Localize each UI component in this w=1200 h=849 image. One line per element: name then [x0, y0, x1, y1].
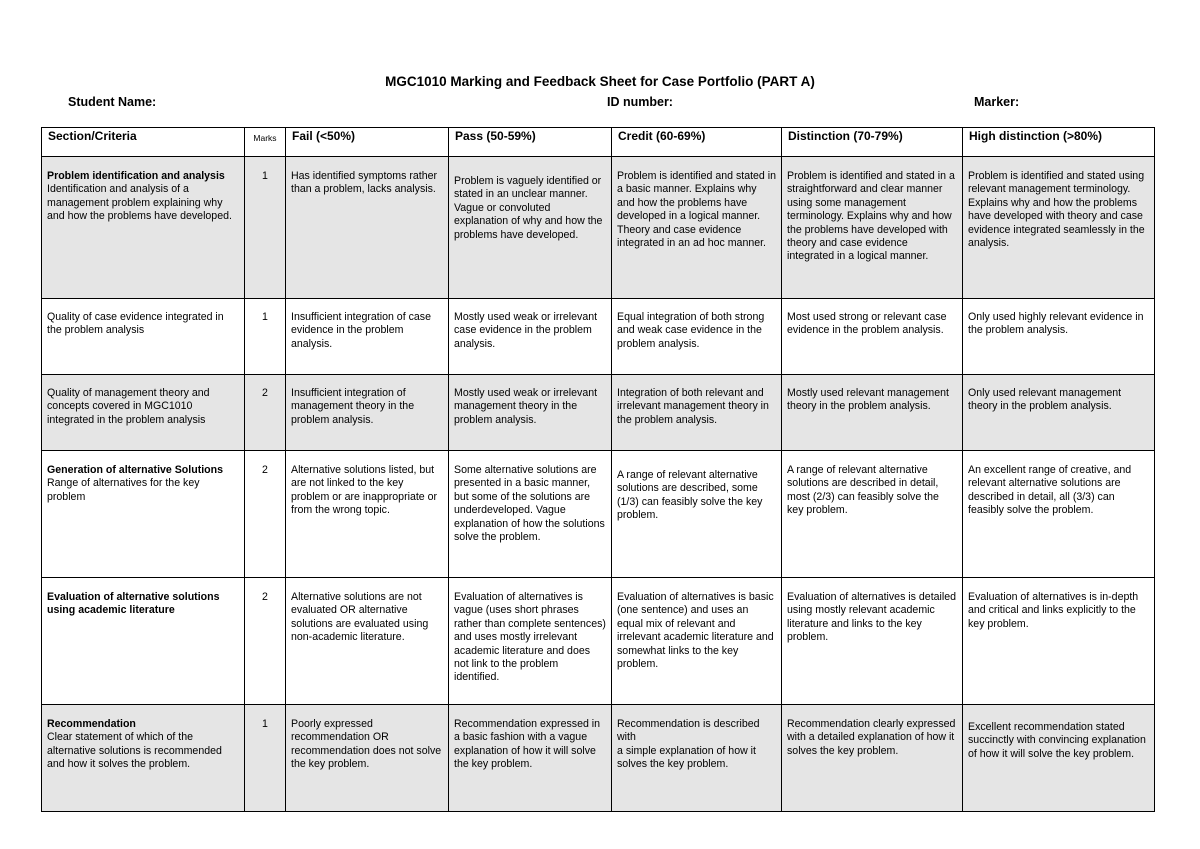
pass-cell: Problem is vaguely identified or stated in an unclear manner. Vague or convoluted explanation of why and how the problems have developed.: [449, 157, 612, 299]
table-row: [42, 299, 1155, 375]
pass-cell: Evaluation of alternatives is vague (uses short phrases rather than complete sentences) and uses mostly irrelevant academic literature and does not link to the problem identified.: [449, 578, 612, 705]
criteria-cell: [42, 451, 245, 578]
high-distinction-cell: Problem is identified and stated using relevant management terminology. Explains why and how the problems have developed with theory and case evidence integrated seamlessly in the analysis.: [963, 157, 1155, 299]
document-title: MGC1010 Marking and Feedback Sheet for Case Portfolio (PART A): [385, 74, 815, 89]
credit-cell: Recommendation is described with a simple explanation of how it solves the key problem.: [612, 705, 782, 812]
header-row: [42, 128, 1155, 157]
fail-cell: Insufficient integration of case evidence in the problem analysis.: [286, 299, 449, 375]
fail-cell: Poorly expressed recommendation OR recommendation does not solve the key problem.: [286, 705, 449, 812]
table-row: [42, 451, 1155, 578]
criteria-title: Evaluation of alternative solutions using academic literature: [47, 591, 220, 617]
criteria-cell: [42, 578, 245, 705]
header-fail: Fail (<50%): [286, 128, 449, 157]
distinction-cell: Most used strong or relevant case evidence in the problem analysis.: [782, 299, 963, 375]
criteria-title: Recommendation: [47, 718, 136, 730]
high-distinction-cell: Only used relevant management theory in the problem analysis.: [963, 375, 1155, 451]
pass-cell: Mostly used weak or irrelevant management theory in the problem analysis.: [449, 375, 612, 451]
distinction-cell: A range of relevant alternative solutions are described in detail, most (2/3) can feasibly solve the key problem.: [782, 451, 963, 578]
credit-cell: Evaluation of alternatives is basic (one sentence) and uses an equal mix of relevant and irrelevant academic literature and somewhat links to the key problem.: [612, 578, 782, 705]
criteria-cell: [42, 299, 245, 375]
credit-cell: A range of relevant alternative solutions are described, some (1/3) can feasibly solve the key problem.: [612, 451, 782, 578]
credit-cell: Equal integration of both strong and weak case evidence in the problem analysis.: [612, 299, 782, 375]
header-criteria: Section/Criteria: [42, 128, 245, 157]
high-distinction-cell: Excellent recommendation stated succinctly with convincing explanation of how it will solve the key problem.: [963, 705, 1155, 812]
distinction-cell: Evaluation of alternatives is detailed using mostly relevant academic literature and links to the key problem.: [782, 578, 963, 705]
marks-cell: 1: [245, 299, 286, 375]
header-pass: Pass (50-59%): [449, 128, 612, 157]
pass-cell: Recommendation expressed in a basic fashion with a vague explanation of how it will solve the key problem.: [449, 705, 612, 812]
header-marks: Marks: [245, 128, 286, 157]
criteria-description: Range of alternatives for the key problem: [47, 477, 200, 503]
marker-label: Marker:: [974, 95, 1020, 109]
table-row: [42, 578, 1155, 705]
table-row: [42, 705, 1155, 812]
distinction-cell: Problem is identified and stated in a straightforward and clear manner using some management terminology. Explains why and how the problems have developed with theory and case evidence integrated in a logical manner.: [782, 157, 963, 299]
high-distinction-cell: An excellent range of creative, and relevant alternative solutions are described in detail, all (3/3) can feasibly solve the problem.: [963, 451, 1155, 578]
marks-cell: 1: [245, 705, 286, 812]
marks-cell: 1: [245, 157, 286, 299]
high-distinction-cell: Evaluation of alternatives is in-depth and critical and links explicitly to the key problem.: [963, 578, 1155, 705]
criteria-description: Clear statement of which of the alternative solutions is recommended and how it solves the problem.: [47, 731, 222, 771]
table-row: [42, 375, 1155, 451]
criteria-description: Quality of management theory and concepts covered in MGC1010 integrated in the problem analysis: [47, 387, 210, 426]
fail-cell: Alternative solutions are not evaluated OR alternative solutions are evaluated using non-academic literature.: [286, 578, 449, 705]
credit-cell: Integration of both relevant and irrelevant management theory in the problem analysis.: [612, 375, 782, 451]
marks-cell: 2: [245, 375, 286, 451]
distinction-cell: Recommendation clearly expressed with a detailed explanation of how it solves the key problem.: [782, 705, 963, 812]
table-row: [42, 157, 1155, 299]
criteria-cell: [42, 705, 245, 812]
high-distinction-cell: Only used highly relevant evidence in the problem analysis.: [963, 299, 1155, 375]
criteria-description: Quality of case evidence integrated in the problem analysis: [47, 311, 224, 337]
marks-cell: 2: [245, 578, 286, 705]
criteria-description: Identification and analysis of a management problem explaining why and how the problems have developed.: [47, 183, 232, 223]
fail-cell: Alternative solutions listed, but are not linked to the key problem or are inappropriate or from the wrong topic.: [286, 451, 449, 578]
marks-cell: 2: [245, 451, 286, 578]
id-number-label: ID number:: [607, 95, 673, 109]
header-distinction: Distinction (70-79%): [782, 128, 963, 157]
criteria-title: Generation of alternative Solutions: [47, 464, 224, 476]
criteria-title: Problem identification and analysis: [47, 170, 225, 182]
fail-cell: Insufficient integration of management theory in the problem analysis.: [286, 375, 449, 451]
header-high-distinction: High distinction (>80%): [963, 128, 1155, 157]
criteria-cell: [42, 375, 245, 451]
pass-cell: Some alternative solutions are presented in a basic manner, but some of the solutions are underdeveloped. Vague explanation of how the solutions solve the problem.: [449, 451, 612, 578]
header-credit: Credit (60-69%): [612, 128, 782, 157]
fail-cell: Has identified symptoms rather than a problem, lacks analysis.: [286, 157, 449, 299]
rubric-table: [41, 127, 1155, 812]
pass-cell: Mostly used weak or irrelevant case evidence in the problem analysis.: [449, 299, 612, 375]
distinction-cell: Mostly used relevant management theory in the problem analysis.: [782, 375, 963, 451]
criteria-cell: [42, 157, 245, 299]
student-name-label: Student Name:: [68, 95, 157, 109]
credit-cell: Problem is identified and stated in a basic manner. Explains why and how the problems have developed in a logical manner. Theory and case evidence integrated in an ad hoc manner.: [612, 157, 782, 299]
